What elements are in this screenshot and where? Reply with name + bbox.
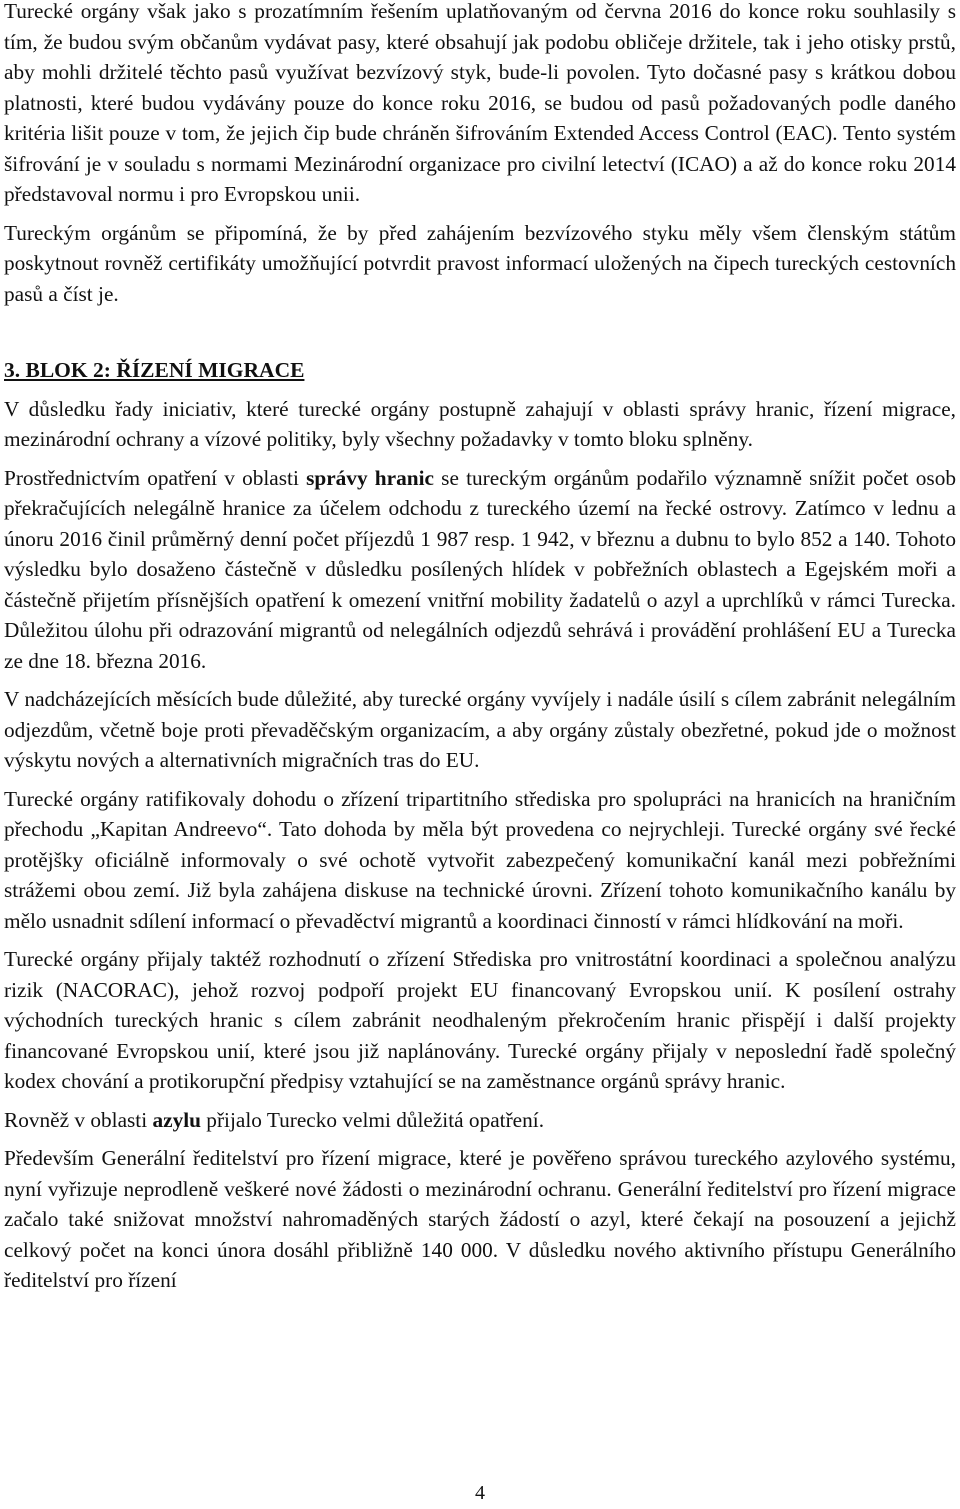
text-run: Prostřednictvím opatření v oblasti — [4, 465, 307, 490]
paragraph-coming-months: V nadcházejících měsících bude důležité, aby turecké orgány vyvíjely i nadále úsilí s cílem zabránit nelegálním odjezdům, včetně boje proti převaděčským organizacím, a aby orgány zůstaly obezřetné, pokud jde o možnost výskytu nových a alternativních migračních tras do EU. — [4, 687, 956, 772]
paragraph-directorate: Především Generální ředitelství pro řízení migrace, které je pověřeno správou tureckého azylového systému, nyní vyřizuje neprodleně veškeré nové žádosti o mezinárodní ochranu. Generální ředitelství pro řízení migrace začalo také snižovat množství nahromaděných starých žádostí o azyl, které čekají na posouzení a jejichž celkový počet na konci února dosáhl přibližně 140 000. V důsledku nového aktivního přístupu Generálního ředitelství pro řízení — [4, 1146, 956, 1292]
text-run: přijalo Turecko velmi důležitá opatření. — [200, 1107, 545, 1132]
section-heading: 3. BLOK 2: ŘÍZENÍ MIGRACE — [4, 358, 305, 382]
paragraph-asylum-intro — [4, 1105, 956, 1136]
paragraph-tripartite-centre: Turecké orgány ratifikovaly dohodu o zřízení tripartitního střediska pro spolupráci na hranicích na hraničním přechodu „Kapitan Andreevo“. Tato dohoda by měla být provedena co nejrychleji. Turecké orgány své řecké protějšky oficiálně informovaly o své ochotě vytvořit zabezpečený komunikační kanál mezi pobřežními strážemi obou zemí. Již byla zahájena diskuse na technické úrovni. Zřízení tohoto komunikačního kanálu by mělo usnadnit sdílení informací o převaděctví migrantů a koordinaci činností v rámci hlídkování na moři. — [4, 786, 956, 933]
paragraph-certificates: Tureckým orgánům se připomíná, že by před zahájením bezvízového styku měly všem členským státům poskytnout rovněž certifikáty umožňující potvrdit pravost informací uložených na čipech tureckých cestovních pasů a číst je. — [4, 220, 956, 306]
paragraph-nacorac: Turecké orgány přijaly taktéž rozhodnutí o zřízení Střediska pro vnitrostátní koordinaci a společnou analýzu rizik (NACORAC), jehož rozvoj podpoří projekt EU financovaný Evropskou unií. K posílení ostrahy východních tureckých hranic s cílem zabránit neodhaleným překročením hranic přispějí i další projekty financované Evropskou unií, které jsou již naplánovány. Turecké orgány přijaly v neposlední řadě společný kodex chování a protikorupční předpisy vztahující se na zaměstnance orgánů správy hranic. — [4, 947, 956, 1093]
paragraph-initiatives: V důsledku řady iniciativ, které turecké orgány postupně zahajují v oblasti správy hranic, řízení migrace, mezinárodní ochrany a vízové politiky, byly všechny požadavky v tomto bloku splněny. — [4, 396, 956, 451]
text-run: Rovněž v oblasti — [4, 1107, 153, 1132]
text-run: se tureckým orgánům podařilo významně snížit počet osob překračujících nelegálně hranice za účelem odchodu z tureckého území na řecké ostrovy. Zatímco v lednu a únoru 2016 činil průměrný denní počet příjezdů 1 987 resp. 1 942, v březnu a dubnu to bylo 852 a 140. Tohoto výsledku bylo dosaženo částečně v důsledku posílených hlídek v pobřežních oblastech a Egejském moři a částečně přijetím přísnějších opatření k omezení vnitřní mobility žadatelů o azyl a uprchlíků v rámci Turecka. Důležitou úlohu při odrazování migrantů od nelegálních odjezdů sehrává i provádění prohlášení EU a Turecka ze dne 18. března 2016. — [4, 465, 957, 673]
bold-term-asylum: azylu — [152, 1107, 201, 1132]
paragraph-passports: Turecké orgány však jako s prozatímním řešením uplatňovaným od června 2016 do konce roku souhlasily s tím, že budou svým občanům vydávat pasy, které obsahují jak podobu obličeje držitele, tak i jeho otisky prstů, aby mohli držitelé těchto pasů využívat bezvízový styk, bude-li povolen. Tyto dočasné pasy s krátkou dobou platnosti, které budou vydávány pouze do konce roku 2016, se budou od pasů požadovaných podle daného kritéria lišit pouze v tom, že jejich čip bude chráněn šifrováním Extended Access Control (EAC). Tento systém šifrování je v souladu s normami Mezinárodní organizace pro civilní letectví (ICAO) a až do konce roku 2014 představoval normu i pro Evropskou unii. — [4, 0, 956, 206]
bold-term-border: správy hranic — [306, 465, 434, 490]
document-page — [4, 0, 956, 1296]
paragraph-border-management — [4, 463, 956, 677]
page-number: 4 — [475, 1482, 485, 1504]
